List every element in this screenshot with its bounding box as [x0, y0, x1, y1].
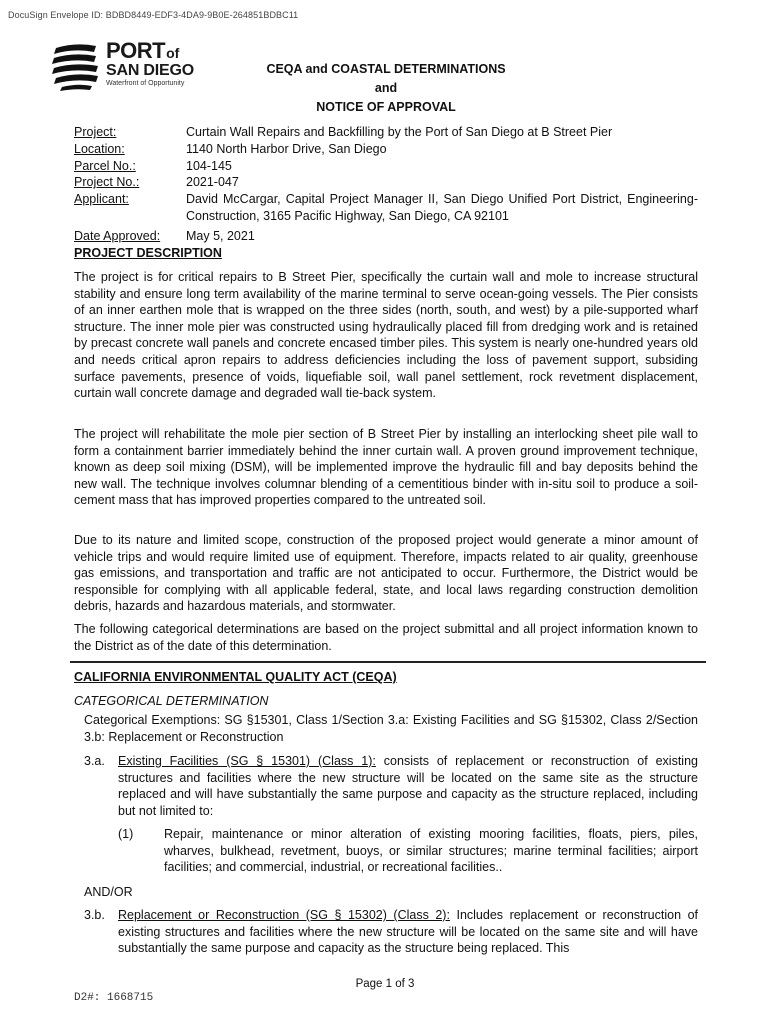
project-number-row [74, 174, 698, 191]
project-number-value: 2021-047 [186, 175, 239, 190]
project-info-block [74, 124, 698, 245]
project-description-heading: PROJECT DESCRIPTION [74, 246, 222, 260]
item-3a-text: consists of replacement or reconstruction of existing structures and facilities where the new structure will be located on the same site as the structure replaced and will have substantially the same purpose and capacity as the structure replaced, including but not limited to: [118, 754, 698, 818]
description-paragraph-4: The following categorical determinations are based on the project submittal and all project information known to the District as of the date of this determination. [74, 622, 698, 653]
applicant-row [74, 191, 698, 225]
title-line-3: NOTICE OF APPROVAL [316, 100, 456, 114]
document-number: D2#: 1668715 [74, 992, 154, 1004]
applicant-label: Applicant: [74, 192, 129, 207]
ceqa-item-3a [84, 753, 698, 819]
subitem-1-number: (1) [118, 827, 134, 841]
item-3b-title: Replacement or Reconstruction (SG § 15302) (Class 2): [118, 908, 450, 922]
applicant-value: David McCargar, Capital Project Manager II, San Diego Unified Port District, Engineering-Construction, 3165 Pacific Highway, San Diego, CA 92101 [186, 192, 698, 223]
logo-port-text: PORT [106, 38, 166, 63]
project-value: Curtain Wall Repairs and Backfilling by the Port of San Diego at B Street Pier [186, 125, 613, 139]
item-3b-number: 3.b. [84, 908, 105, 922]
project-label: Project: [74, 125, 117, 139]
location-value: 1140 North Harbor Drive, San Diego [186, 141, 387, 156]
date-approved-label: Date Approved: [74, 228, 161, 243]
project-row [74, 124, 698, 141]
date-approved-value: May 5, 2021 [186, 228, 255, 243]
title-line-1: CEQA and COASTAL DETERMINATIONS [266, 62, 506, 76]
project-number-label: Project No.: [74, 175, 140, 190]
item-3a-number: 3.a. [84, 754, 105, 768]
description-paragraph-1: The project is for critical repairs to B Street Pier, specifically the curtain wall and mole to increase structural stability and ensure long term availability of the marine terminal to serve ocean-going vessels. The Pier consists of an inner earthen mole that is wrapped on the three sides (north, south, and west) by a pile-supported wharf structure. The inner mole pier was constructed using hydraulically placed fill from dredging work and is retained by precast concrete wall panels and concrete encased timber piles. This system is nearly one-hundred years old and needs critical apron repairs to address deficiencies including the loss of pavement support, subsiding surface pavements, presence of voids, liquefiable soil, wall panel settlement, rock revetment displacement, curtain wall concrete damage and degraded wall tie-back system. [74, 270, 698, 401]
ceqa-item-3b [84, 907, 698, 957]
page-number: Page 1 of 3 [355, 978, 415, 990]
description-paragraph-2: The project will rehabilitate the mole pier section of B Street Pier by installing an interlocking sheet pile wall to form a containment barrier immediately behind the inner curtain wall. A proven ground improvement technique, known as deep soil mixing (DSM), will be implemented improve the hydraulic fill and bay deposits behind the new wall. The technique involves columnar blending of a cementitious binder with in-situ soil to produce a soil-cement mass that has improved properties compared to the untreated soil. [74, 427, 698, 508]
section-divider [70, 661, 706, 663]
item-3b-text: Includes replacement or reconstruction of existing structures and facilities where the new structure will be located on the same site and will have substantially the same purpose and capacity as the structure being replaced. This [118, 908, 698, 956]
logo-tagline: Waterfront of Opportunity [106, 80, 185, 87]
parcel-value: 104-145 [186, 158, 232, 173]
document-title [0, 60, 770, 117]
logo-of-text: of [166, 45, 180, 61]
docusign-envelope-id: DocuSign Envelope ID: BDBD8449-EDF3-4DA9-9B0E-264851BDBC11 [8, 10, 299, 20]
logo-san-diego-text: SAN DIEGO [106, 62, 194, 79]
item-3b-body [118, 907, 698, 957]
and-or-text: AND/OR [84, 885, 133, 899]
ceqa-heading: CALIFORNIA ENVIRONMENTAL QUALITY ACT (CEQA) [74, 670, 397, 684]
parcel-row [74, 158, 698, 175]
location-label: Location: [74, 141, 125, 156]
ceqa-subitem-1 [118, 826, 698, 876]
location-row [74, 141, 698, 158]
subitem-1-text: Repair, maintenance or minor alteration of existing mooring facilities, floats, piers, piles, wharves, bulkhead, revetment, buoys, or similar structures; marine terminal facilities; airport facilities; and commercial, industrial, or recreational facilities.. [164, 827, 698, 875]
ceqa-subheading: CATEGORICAL DETERMINATION [74, 694, 269, 708]
description-paragraph-3: Due to its nature and limited scope, construction of the proposed project would generate a minor amount of vehicle trips and would require limited use of equipment. Therefore, impacts related to air quality, greenhouse gas emissions, and transportation and traffic are not anticipated to occur. Furthermore, the District would be responsible for complying with all applicable federal, state, and local laws regarding construction demolition debris, hazards and hazardous materials, and stormwater. [74, 533, 698, 614]
ceqa-exemptions: Categorical Exemptions: SG §15301, Class 1/Section 3.a: Existing Facilities and SG §15302, Class 2/Section 3.b: Replacement or Reconstruction [84, 713, 698, 744]
item-3a-body [118, 753, 698, 819]
title-line-2: and [374, 81, 398, 95]
parcel-label: Parcel No.: [74, 158, 136, 173]
date-approved-row [74, 228, 698, 245]
item-3a-title: Existing Facilities (SG § 15301) (Class 1): [118, 754, 376, 768]
